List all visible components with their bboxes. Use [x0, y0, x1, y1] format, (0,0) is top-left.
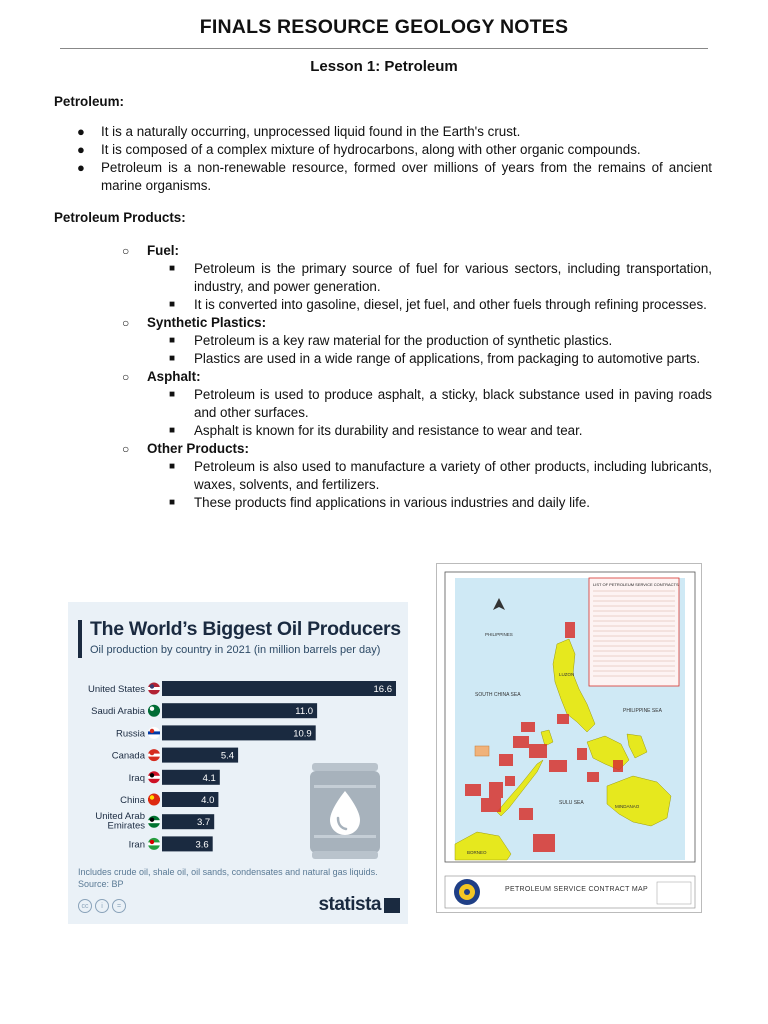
square-bullet-icon: ■: [169, 299, 176, 310]
square-bullet-icon: ■: [169, 461, 176, 472]
category-label: China: [120, 795, 145, 806]
map-label-mindanao: MINDANAO: [615, 804, 640, 809]
fuel-items: [122, 260, 712, 314]
oil-producers-infographic: [68, 602, 408, 924]
item-text: It is converted into gasoline, diesel, jet fuel, and other fuels through refining processes.: [194, 297, 707, 312]
list-item: [122, 350, 712, 368]
list-item: [54, 141, 712, 159]
category-fuel: [122, 242, 712, 260]
category-label: Fuel:: [147, 243, 179, 258]
petroleum-service-contract-map: [436, 563, 702, 913]
bar-united-states: [162, 681, 396, 696]
bullet-icon: ●: [77, 124, 85, 139]
item-text: Petroleum is also used to manufacture a variety of other products, including lubricants, waxes, solvents, and fertilizers.: [194, 459, 712, 492]
category-label: Saudi Arabia: [91, 706, 145, 718]
list-item: [122, 296, 712, 314]
bullet-text: Petroleum is a non-renewable resource, formed over millions of years from the remains of ancient marine organisms.: [101, 160, 712, 193]
plastics-items: [122, 332, 712, 368]
category-other-products: [122, 440, 712, 458]
category-asphalt: [122, 368, 712, 386]
flag-icon: [148, 794, 160, 806]
flag-icon: [148, 771, 160, 783]
flag-icon: [148, 838, 160, 850]
map-inset-legend: [657, 882, 691, 904]
square-bullet-icon: ■: [169, 497, 176, 508]
flag-icon: [148, 749, 160, 761]
item-text: Petroleum is a key raw material for the production of synthetic plastics.: [194, 333, 613, 348]
legend-title: LIST OF PETROLEUM SERVICE CONTRACTS: [593, 582, 679, 587]
list-item: [122, 260, 712, 296]
bar-value-label: 4.0: [201, 795, 215, 806]
list-item: [122, 494, 712, 512]
item-text: Petroleum is used to produce asphalt, a sticky, black substance used in paving roads and other surfaces.: [194, 387, 712, 420]
category-label: Canada: [111, 750, 145, 762]
map-figure: [437, 564, 703, 914]
oil-bar-chart: [68, 602, 408, 867]
bar-value-label: 3.7: [196, 817, 211, 829]
bar-value-label: 3.6: [195, 839, 209, 851]
item-text: Asphalt is known for its durability and resistance to wear and tear.: [194, 423, 583, 438]
square-bullet-icon: ■: [169, 263, 176, 274]
infographic-source: Source: BP: [78, 879, 124, 889]
list-item: [122, 458, 712, 494]
bullet-icon: ●: [77, 142, 85, 157]
flag-icon: [148, 683, 160, 695]
category-label: Other Products:: [147, 441, 249, 456]
map-label-luzon: LUZON: [559, 672, 575, 677]
category-label: Iraq: [128, 772, 145, 784]
bar-value-label: 11.0: [295, 706, 314, 718]
category-label: United Arab: [95, 811, 145, 823]
map-label-philippines: PHILIPPINES: [485, 632, 513, 637]
no-derivatives-icon: =: [112, 899, 126, 913]
infographic-subtitle: Oil production by country in 2021 (in million barrels per day): [90, 644, 381, 656]
map-label-borneo: BORNEO: [467, 850, 487, 855]
circle-bullet-icon: ○: [122, 244, 130, 258]
title-divider: [60, 48, 708, 49]
list-item: [54, 123, 712, 141]
category-label: Iran: [128, 839, 145, 851]
item-text: Plastics are used in a wide range of applications, from packaging to automotive parts.: [194, 351, 701, 366]
statista-mark-icon: [384, 898, 400, 913]
petroleum-heading: Petroleum:: [54, 94, 124, 109]
map-label-sulu-sea: SULU SEA: [559, 800, 584, 806]
products-list: [122, 242, 712, 512]
cc-icon: cc: [78, 899, 92, 913]
petroleum-bullet-list: [54, 123, 712, 195]
list-item: [122, 332, 712, 350]
list-item: [54, 159, 712, 195]
document-title: FINALS RESOURCE GEOLOGY NOTES: [199, 16, 569, 38]
circle-bullet-icon: ○: [122, 316, 130, 330]
square-bullet-icon: ■: [169, 353, 176, 364]
item-text: Petroleum is the primary source of fuel for various sectors, including transportation, industry, and power generation.: [194, 261, 712, 294]
infographic-title: The World’s Biggest Oil Producers: [90, 618, 401, 640]
bar-value-label: 10.9: [293, 728, 312, 740]
list-item: [122, 422, 712, 440]
circle-bullet-icon: ○: [122, 442, 130, 456]
category-label: United States: [87, 684, 145, 695]
infographic-note: Includes crude oil, shale oil, oil sands, condensates and natural gas liquids.: [78, 867, 378, 877]
map-caption: PETROLEUM SERVICE CONTRACT MAP: [505, 886, 648, 893]
category-label: Russia: [115, 728, 145, 740]
oil-barrel-icon: [310, 763, 380, 859]
square-bullet-icon: ■: [169, 389, 176, 400]
category-label: Asphalt:: [147, 369, 201, 384]
map-label-philippine-sea: PHILIPPINE SEA: [623, 708, 662, 714]
map-legend: [589, 578, 679, 686]
reed-bank-block: [475, 746, 489, 756]
lesson-title: Lesson 1: Petroleum: [310, 58, 458, 75]
flag-icon: [148, 705, 160, 717]
asphalt-items: [122, 386, 712, 440]
bar-saudi-arabia: [162, 703, 317, 718]
flag-icon: [148, 816, 160, 828]
bullet-text: It is a naturally occurring, unprocessed liquid found in the Earth's crust.: [101, 124, 521, 139]
item-text: These products find applications in various industries and daily life.: [194, 495, 590, 510]
square-bullet-icon: ■: [169, 335, 176, 346]
circle-bullet-icon: ○: [122, 370, 130, 384]
category-label: Emirates: [107, 820, 145, 832]
category-synthetic-plastics: [122, 314, 712, 332]
license-icons: [78, 899, 126, 913]
bullet-text: It is composed of a complex mixture of hydrocarbons, along with other organic compounds.: [101, 142, 641, 157]
flag-icon: [148, 727, 160, 739]
list-item: [122, 386, 712, 422]
bullet-icon: ●: [77, 160, 85, 175]
products-heading: Petroleum Products:: [54, 210, 186, 225]
attribution-icon: i: [95, 899, 109, 913]
category-label: Synthetic Plastics:: [147, 315, 267, 330]
square-bullet-icon: ■: [169, 425, 176, 436]
other-items: [122, 458, 712, 512]
statista-logo: [318, 894, 400, 916]
bar-value-label: 16.6: [373, 684, 392, 695]
brand-name: statista: [318, 894, 381, 915]
map-label-south-china-sea: SOUTH CHINA SEA: [475, 692, 521, 698]
bar-value-label: 5.4: [220, 750, 235, 762]
bar-value-label: 4.1: [202, 772, 216, 784]
